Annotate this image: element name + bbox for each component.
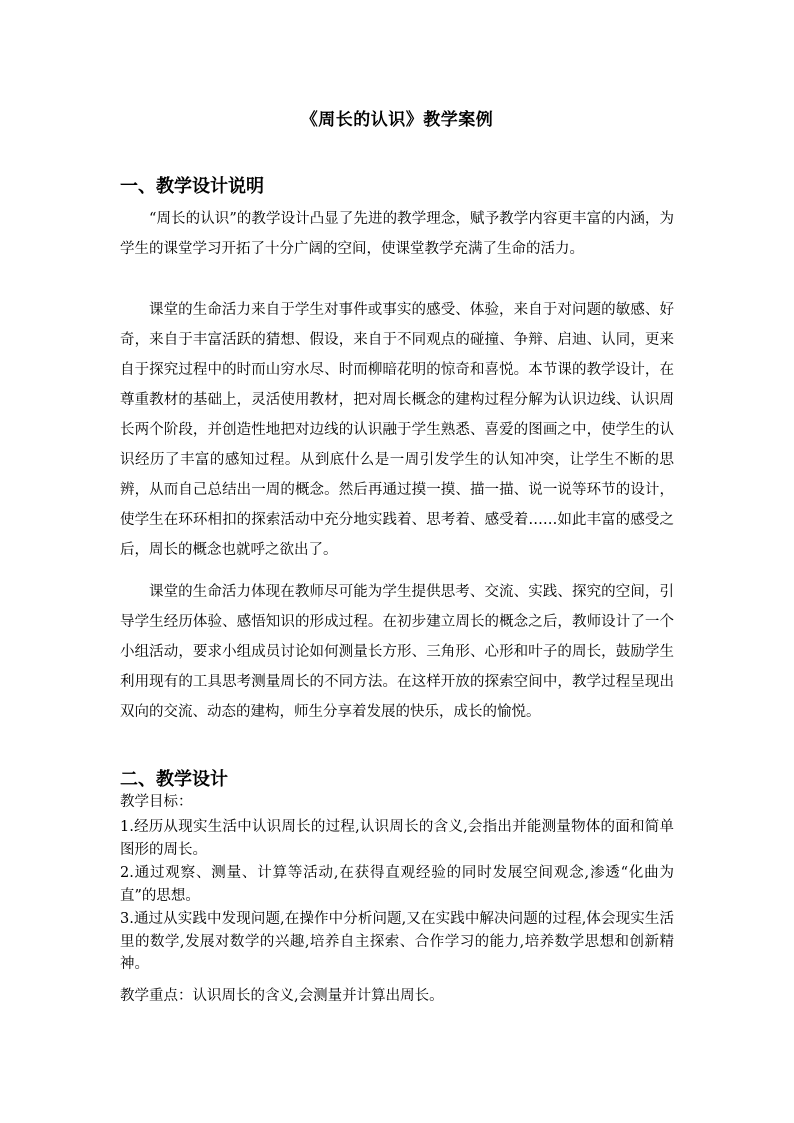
goal-item-3: 3.通过从实践中发现问题,在操作中分析问题,又在实践中解决问题的过程,体会现实生活里的数学,发展对数学的兴趣,培养自主探索、合作学习的能力,培养数学思想和创新精神。 (120, 911, 674, 972)
goal-item-2: 2.通过观察、测量、计算等活动,在获得直观经验的同时发展空间观念,渗透“化曲为直”的思想。 (120, 865, 674, 904)
paragraph-2: 课堂的生命活力来自于学生对事件或事实的感受、体验，来自于对问题的敏感、好奇，来自于丰富活跃的猜想、假设，来自于不同观点的碰撞、争辩、启迪、认同，更来自于探究过程中的时而山穷水尽、时而柳暗花明的惊奇和喜悦。本节课的教学设计，在尊重教材的基础上，灵活使用教材，把对周长概念的建构过程分解为认识边线、认识周长两个阶段，并创造性地把对边线的认识融于学生熟悉、喜爱的图画之中，使学生的认识经历了丰富的感知过程。从到底什么是一周引发学生的认知冲突，让学生不断的思辨，从而自己总结出一周的概念。然后再通过摸一摸、描一描、说一说等环节的设计，使学生在环环相扣的探索活动中充分地实践着、思考着、感受着……如此丰富的感受之后，周长的概念也就呼之欲出了。 (120, 302, 674, 558)
paragraph-1: “周长的认识”的教学设计凸显了先进的教学理念，赋予教学内容更丰富的内涵，为学生的课堂学习开拓了十分广阔的空间，使课堂教学充满了生命的活力。 (120, 211, 674, 257)
section-heading-1: 一、教学设计说明 (120, 176, 264, 197)
goals-label: 教学目标： (120, 794, 193, 810)
document-title: 《周长的认识》教学案例 (300, 110, 494, 130)
paragraph-3: 课堂的生命活力体现在教师尽可能为学生提供思考、交流、实践、探究的空间，引导学生经历体验、感悟知识的形成过程。在初步建立周长的概念之后，教师设计了一个小组活动，要求小组成员讨论如何测量长方形、三角形、心形和叶子的周长，鼓励学生利用现有的工具思考测量周长的不同方法。在这样开放的探索空间中，教学过程呈现出双向的交流、动态的建构，师生分享着发展的快乐，成长的愉悦。 (120, 584, 674, 720)
section-heading-2: 二、教学设计 (120, 769, 228, 790)
key-point: 教学重点：认识周长的含义,会测量并计算出周长。 (120, 988, 444, 1004)
goal-item-1: 1.经历从现实生活中认识周长的过程,认识周长的含义,会指出并能测量物体的面和简单图形的周长。 (120, 819, 674, 858)
